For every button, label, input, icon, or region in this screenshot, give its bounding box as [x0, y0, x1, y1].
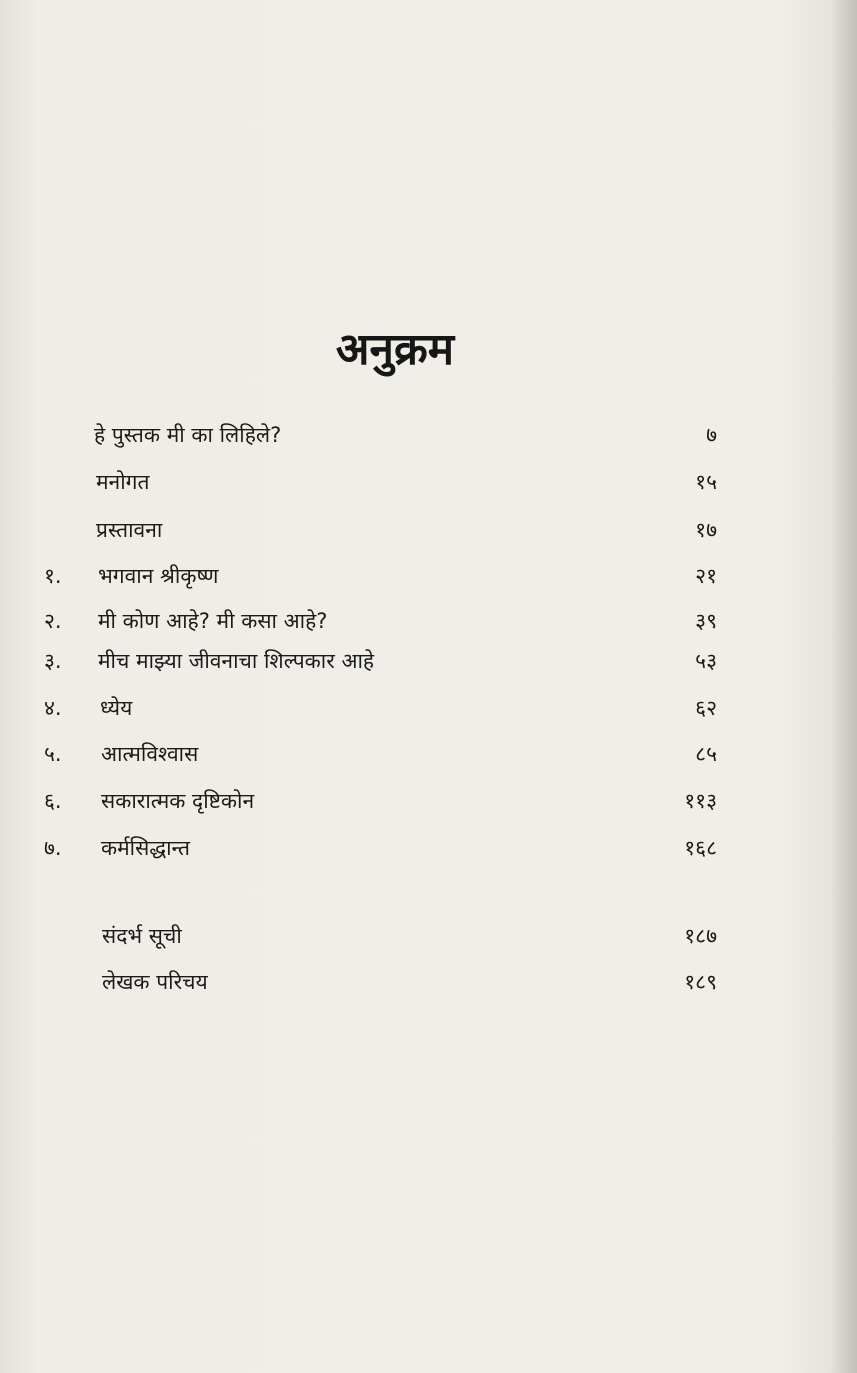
- toc-entry: [0, 556, 857, 596]
- toc-entry-page: १५: [695, 470, 717, 494]
- toc-entry: [0, 734, 857, 774]
- toc-entry-number: २.: [44, 609, 62, 633]
- toc-entry-title: लेखक परिचय: [102, 970, 208, 994]
- toc-entry-page: २१: [695, 564, 717, 588]
- toc-entry-number: ५.: [44, 742, 62, 766]
- toc-entry: [0, 510, 857, 550]
- toc-entry-title: मीच माझ्या जीवनाचा शिल्पकार आहे: [98, 649, 375, 673]
- toc-entry-number: ७.: [44, 836, 62, 860]
- toc-entry: [0, 828, 857, 868]
- toc-entry-page: ३९: [695, 609, 717, 633]
- toc-entry-number: ६.: [44, 789, 62, 813]
- toc-entry: [0, 462, 857, 502]
- toc-entry-page: ८५: [695, 742, 717, 766]
- toc-entry-page: ७: [706, 423, 717, 447]
- toc-entry: [0, 781, 857, 821]
- toc-entry-title: भगवान श्रीकृष्ण: [98, 564, 219, 588]
- toc-entry-title: ध्येय: [100, 696, 133, 720]
- toc-entry: [0, 415, 857, 455]
- toc-entry-title: प्रस्तावना: [96, 518, 163, 542]
- toc-entry-title: हे पुस्तक मी का लिहिले?: [94, 423, 282, 447]
- toc-entry-page: १८९: [684, 970, 717, 994]
- toc-entry-page: १७: [695, 518, 717, 542]
- toc-entry-page: ६२: [695, 696, 717, 720]
- toc-entry-page: ११३: [684, 789, 717, 813]
- page-title: अनुक्रम: [335, 324, 455, 375]
- toc-entry-page: १६८: [684, 836, 717, 860]
- toc-entry: [0, 916, 857, 956]
- toc-entry-number: ४.: [44, 696, 62, 720]
- toc-entry-title: कर्मसिद्धान्त: [101, 836, 190, 860]
- toc-entry: [0, 601, 857, 641]
- toc-entry-page: ५३: [695, 649, 717, 673]
- toc-entry-title: आत्मविश्वास: [101, 742, 199, 766]
- toc-entry-title: मनोगत: [96, 470, 150, 494]
- toc-entry-title: संदर्भ सूची: [102, 924, 182, 948]
- toc-entry-number: १.: [44, 564, 62, 588]
- toc-entry-page: १८७: [684, 924, 717, 948]
- toc-entry-title: सकारात्मक दृष्टिकोन: [101, 789, 255, 813]
- toc-entry-number: ३.: [44, 649, 62, 673]
- toc-entry-title: मी कोण आहे? मी कसा आहे?: [98, 609, 328, 633]
- toc-entry: [0, 688, 857, 728]
- toc-entry: [0, 962, 857, 1002]
- toc-entry: [0, 641, 857, 681]
